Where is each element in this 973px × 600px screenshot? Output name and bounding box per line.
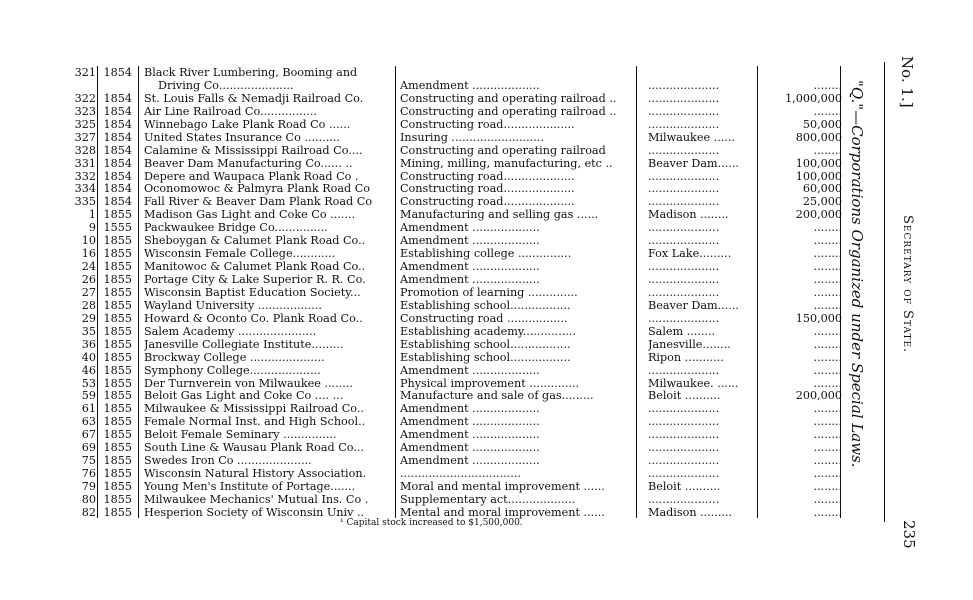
year-cell: 1855 (103, 248, 132, 261)
location-cell: Beaver Dam...... (648, 299, 739, 312)
capital-cell: 60,000 (802, 183, 842, 196)
capital-cell: ........ (813, 79, 842, 92)
location-cell: .................... (648, 416, 720, 429)
corporation-name: Air Line Railroad Co................ (144, 105, 317, 118)
table-row (60, 248, 850, 261)
year-cell: 1854 (103, 67, 132, 79)
purpose-cell: Supplementary act................... (400, 493, 576, 506)
table-row (60, 442, 850, 455)
location-cell: .................... (648, 170, 720, 183)
record-number: 16 (81, 248, 96, 261)
record-number: 79 (81, 481, 96, 494)
location-cell: .................... (648, 455, 720, 468)
purpose-cell: Establishing college ............... (400, 248, 572, 261)
capital-cell: 25,000 (802, 196, 842, 209)
record-number: 80 (81, 493, 96, 506)
purpose-cell: Physical improvement .............. (400, 377, 580, 390)
corporation-name: Beloit Gas Light and Coke Co .... ... (144, 390, 344, 403)
table-row (60, 390, 850, 403)
corporation-name: Winnebago Lake Plank Road Co ...... (144, 118, 351, 131)
record-number: 334 (74, 183, 96, 196)
table-row (60, 416, 850, 429)
corporation-name-line: Black River Lumbering, Booming and (144, 67, 358, 79)
corporation-name: Calamine & Mississippi Railroad Co.... (144, 144, 363, 157)
location-cell: Madison ......... (648, 506, 733, 519)
table-row (60, 339, 850, 352)
table-row (60, 300, 850, 313)
capital-cell: ........ (813, 222, 842, 235)
table-row (60, 196, 850, 209)
purpose-cell: Amendment ................... (400, 274, 540, 287)
year-cell: 1854 (103, 118, 132, 131)
corporation-name: Oconomowoc & Palmyra Plank Road Co (144, 183, 371, 196)
capital-cell: ........ (813, 235, 842, 248)
corporation-name: Brockway College ..................... (144, 351, 325, 364)
year-cell: 1855 (103, 390, 132, 403)
corporation-name: Female Normal Inst. and High School.. (144, 416, 366, 429)
capital-cell: ........ (813, 377, 842, 390)
corporation-name: Portage City & Lake Superior R. R. Co. (144, 274, 366, 287)
corporation-name-line: Driving Co..................... (158, 78, 294, 92)
year-cell: 1855 (103, 209, 132, 222)
purpose-cell: Promotion of learning .............. (400, 286, 578, 299)
record-number: 322 (74, 92, 96, 105)
record-number: 27 (81, 286, 96, 299)
table-row (60, 468, 850, 481)
purpose-cell: Establishing academy............... (400, 325, 577, 338)
corporation-name: Swedes Iron Co ..................... (144, 455, 312, 468)
capital-cell: 800,000 (795, 131, 842, 144)
record-number: 61 (81, 403, 96, 416)
record-number: 331 (74, 157, 96, 170)
purpose-cell: Establishing school................. (400, 351, 571, 364)
purpose-cell: Constructing road ................. (400, 312, 568, 325)
corporation-name: Milwaukee Mechanics' Mutual Ins. Co . (144, 493, 369, 506)
running-title: "Q."—Corporations Organized under Special Laws. (848, 80, 866, 468)
table-row (60, 93, 850, 106)
year-cell: 1855 (103, 506, 132, 519)
purpose-cell: Constructing road.................... (400, 118, 575, 131)
year-cell: 1855 (103, 455, 132, 468)
location-cell: Beloit .......... (648, 390, 721, 403)
location-cell: .................... (648, 261, 720, 274)
year-cell: 1854 (103, 131, 132, 144)
record-number: 36 (81, 338, 96, 351)
corporation-name: Madison Gas Light and Coke Co ....... (144, 209, 356, 222)
year-cell: 1855 (103, 286, 132, 299)
section-heading: Secretary of State. (900, 215, 915, 354)
corporation-name: Der Turnverein von Milwaukee ........ (144, 377, 353, 390)
location-cell: Beloit .......... (648, 481, 721, 494)
capital-cell: ........ (813, 144, 842, 157)
table-row (60, 235, 850, 248)
capital-cell: ........ (813, 299, 842, 312)
year-cell: 1855 (103, 468, 132, 481)
record-number: 24 (81, 261, 96, 274)
table-row (60, 274, 850, 287)
location-cell: Madison ........ (648, 209, 729, 222)
year-cell: 1854 (103, 105, 132, 118)
year-cell: 1855 (103, 416, 132, 429)
capital-cell: ........ (813, 468, 842, 481)
record-number: 35 (81, 325, 96, 338)
corporation-name: United States Insurance Co .......... (144, 131, 340, 144)
record-number: 53 (81, 377, 96, 390)
year-cell: 1855 (103, 481, 132, 494)
capital-cell: 50,000 (802, 118, 842, 131)
purpose-cell: Constructing and operating railroad .. (400, 92, 617, 105)
purpose-cell: Constructing road.................... (400, 196, 575, 209)
table-row (60, 209, 850, 222)
corporation-name: Young Men's Institute of Portage....... (144, 481, 356, 494)
purpose-cell: Manufacturing and selling gas ...... (400, 209, 599, 222)
table-row (60, 132, 850, 145)
purpose-cell: Constructing road.................... (400, 170, 575, 183)
purpose-cell: Amendment ................... (400, 235, 540, 248)
purpose-cell: Insuring .......................... (400, 131, 544, 144)
record-number: 82 (81, 506, 96, 519)
location-cell: .................... (648, 442, 720, 455)
year-cell: 1855 (103, 312, 132, 325)
purpose-cell: Amendment ................... (400, 79, 540, 92)
record-number: 321 (74, 67, 96, 79)
year-cell: 1555 (103, 222, 132, 235)
corporation-name: Howard & Oconto Co. Plank Road Co.. (144, 312, 363, 325)
year-cell: 1854 (103, 183, 132, 196)
location-cell: .................... (648, 79, 720, 92)
corporation-name: Hesperion Society of Wisconsin Univ .. (144, 506, 365, 519)
purpose-cell: Amendment ................... (400, 222, 540, 235)
location-cell: .................... (648, 92, 720, 105)
corporation-name: Wisconsin Female College............ (144, 248, 336, 261)
location-cell: .................... (648, 286, 720, 299)
record-number: 325 (74, 118, 96, 131)
corporation-name: St. Louis Falls & Nemadji Railroad Co. (144, 92, 364, 105)
year-cell: 1854 (103, 196, 132, 209)
year-cell: 1855 (103, 325, 132, 338)
location-cell: .................... (648, 312, 720, 325)
corporation-name: Janesville Collegiate Institute......... (144, 338, 344, 351)
year-cell: 1854 (103, 144, 132, 157)
record-number: 40 (81, 351, 96, 364)
capital-cell: ........ (813, 338, 842, 351)
table-row (60, 171, 850, 184)
table-row (60, 222, 850, 235)
purpose-cell: Amendment ................... (400, 364, 540, 377)
record-number: 28 (81, 299, 96, 312)
table-row (60, 287, 850, 300)
record-number: 9 (88, 222, 96, 235)
corporation-name: Milwaukee & Mississippi Railroad Co.. (144, 403, 364, 416)
year-cell: 1855 (103, 364, 132, 377)
table-row (60, 67, 850, 93)
table-row (60, 261, 850, 274)
purpose-cell: Constructing road.................... (400, 183, 575, 196)
capital-cell: ........ (813, 506, 842, 519)
location-cell: .................... (648, 118, 720, 131)
capital-cell: ........ (813, 429, 842, 442)
corporation-name: Salem Academy ...................... (144, 325, 317, 338)
purpose-cell: Establishing school................. (400, 338, 571, 351)
year-cell: 1854 (103, 92, 132, 105)
capital-cell: ........ (813, 364, 842, 377)
purpose-cell: Constructing and operating railroad .. (400, 105, 617, 118)
footnote: ¹ Capital stock increased to $1,500,000. (340, 518, 523, 528)
table-row (60, 352, 850, 365)
record-number: 1 (88, 209, 96, 222)
purpose-cell: Amendment ................... (400, 429, 540, 442)
year-cell: 1855 (103, 403, 132, 416)
capital-cell: 1,000,000 (785, 92, 842, 105)
location-cell: .................... (648, 105, 720, 118)
purpose-cell: .................................. (400, 468, 521, 481)
capital-cell: ........ (813, 493, 842, 506)
record-number: 75 (81, 455, 96, 468)
record-number: 328 (74, 144, 96, 157)
record-number: 26 (81, 274, 96, 287)
corporations-table (60, 67, 850, 520)
purpose-cell: Constructing and operating railroad (400, 144, 606, 157)
table-row (60, 429, 850, 442)
location-cell: .................... (648, 235, 720, 248)
record-number: 323 (74, 105, 96, 118)
table-row (60, 481, 850, 494)
capital-cell: ........ (813, 403, 842, 416)
capital-cell: ........ (813, 455, 842, 468)
capital-cell: ........ (813, 105, 842, 118)
table-row (60, 106, 850, 119)
capital-cell: ........ (813, 274, 842, 287)
year-cell: 1855 (103, 377, 132, 390)
location-cell: .................... (648, 196, 720, 209)
location-cell: Milwaukee ...... (648, 131, 735, 144)
capital-cell: 100,000 (795, 170, 842, 183)
capital-cell: 200,000 (795, 390, 842, 403)
record-number: 69 (81, 442, 96, 455)
table-row (60, 158, 850, 171)
corporation-name: Packwaukee Bridge Co............... (144, 222, 328, 235)
record-number: 29 (81, 312, 96, 325)
capital-cell: ........ (813, 351, 842, 364)
purpose-cell: Amendment ................... (400, 403, 540, 416)
location-cell: .................... (648, 274, 720, 287)
year-cell: 1854 (103, 170, 132, 183)
purpose-cell: Moral and mental improvement ...... (400, 481, 605, 494)
table-row (60, 378, 850, 391)
corporation-name: Beloit Female Seminary ............... (144, 429, 337, 442)
record-number: 10 (81, 235, 96, 248)
table-row (60, 313, 850, 326)
table-row (60, 403, 850, 416)
purpose-cell: Establishing school................. (400, 299, 571, 312)
capital-cell: ........ (813, 286, 842, 299)
location-cell: Janesville........ (648, 338, 731, 351)
year-cell: 1855 (103, 261, 132, 274)
purpose-cell: Mental and moral improvement ...... (400, 506, 605, 519)
corporation-name: Wisconsin Baptist Education Society... (144, 286, 361, 299)
capital-cell: ........ (813, 481, 842, 494)
capital-cell: ........ (813, 416, 842, 429)
location-cell: .................... (648, 403, 720, 416)
table-row (60, 119, 850, 132)
location-cell: Ripon ........... (648, 351, 724, 364)
corporation-name: Depere and Waupaca Plank Road Co . (144, 170, 359, 183)
year-cell: 1855 (103, 493, 132, 506)
location-cell: Milwaukee. ...... (648, 377, 739, 390)
record-number: 332 (74, 170, 96, 183)
location-cell: .................... (648, 222, 720, 235)
capital-cell: ........ (813, 325, 842, 338)
table-row (60, 494, 850, 507)
table-row (60, 183, 850, 196)
table-row (60, 145, 850, 158)
table-row (60, 365, 850, 378)
purpose-cell: Amendment ................... (400, 416, 540, 429)
location-cell: .................... (648, 468, 720, 481)
year-cell: 1855 (103, 429, 132, 442)
capital-cell: ........ (813, 248, 842, 261)
location-cell: Salem ........ (648, 325, 716, 338)
purpose-cell: Amendment ................... (400, 455, 540, 468)
year-cell: 1855 (103, 235, 132, 248)
location-cell: .................... (648, 144, 720, 157)
record-number: 67 (81, 429, 96, 442)
location-cell: .................... (648, 183, 720, 196)
location-cell: Fox Lake......... (648, 248, 732, 261)
corporation-name: Wayland University .................. (144, 299, 322, 312)
purpose-cell: Amendment ................... (400, 442, 540, 455)
corporation-name: South Line & Wausau Plank Road Co... (144, 442, 364, 455)
purpose-cell: Mining, milling, manufacturing, etc .. (400, 157, 613, 170)
record-number: 76 (81, 468, 96, 481)
corporation-name: Wisconsin Natural History Association. (144, 468, 367, 481)
capital-cell: ........ (813, 442, 842, 455)
capital-cell: 100,000 (795, 157, 842, 170)
corporation-name: Manitowoc & Calumet Plank Road Co.. (144, 261, 366, 274)
location-cell: Beaver Dam...... (648, 157, 739, 170)
year-cell: 1855 (103, 338, 132, 351)
purpose-cell: Manufacture and sale of gas......... (400, 390, 594, 403)
corporation-name: Beaver Dam Manufacturing Co...... .. (144, 157, 353, 170)
location-cell: .................... (648, 493, 720, 506)
year-cell: 1855 (103, 299, 132, 312)
table-row (60, 455, 850, 468)
record-number: 327 (74, 131, 96, 144)
table-row (60, 326, 850, 339)
corporation-name: Fall River & Beaver Dam Plank Road Co (144, 196, 373, 209)
corporation-name: Sheboygan & Calumet Plank Road Co.. (144, 235, 366, 248)
location-cell: .................... (648, 364, 720, 377)
capital-cell: 200,000 (795, 209, 842, 222)
document-number: No. 1.] (898, 56, 916, 108)
capital-cell: ........ (813, 261, 842, 274)
year-cell: 1855 (103, 442, 132, 455)
year-cell: 1855 (103, 274, 132, 287)
page-number: 235 (900, 520, 918, 549)
capital-cell: 150,000 (795, 312, 842, 325)
year-cell: 1854 (103, 157, 132, 170)
record-number: 59 (81, 390, 96, 403)
record-number: 335 (74, 196, 96, 209)
record-number: 63 (81, 416, 96, 429)
location-cell: .................... (648, 429, 720, 442)
page-edge-rule (884, 62, 885, 522)
corporation-name: Symphony College.................... (144, 364, 321, 377)
record-number: 46 (81, 364, 96, 377)
year-cell: 1855 (103, 351, 132, 364)
purpose-cell: Amendment ................... (400, 261, 540, 274)
